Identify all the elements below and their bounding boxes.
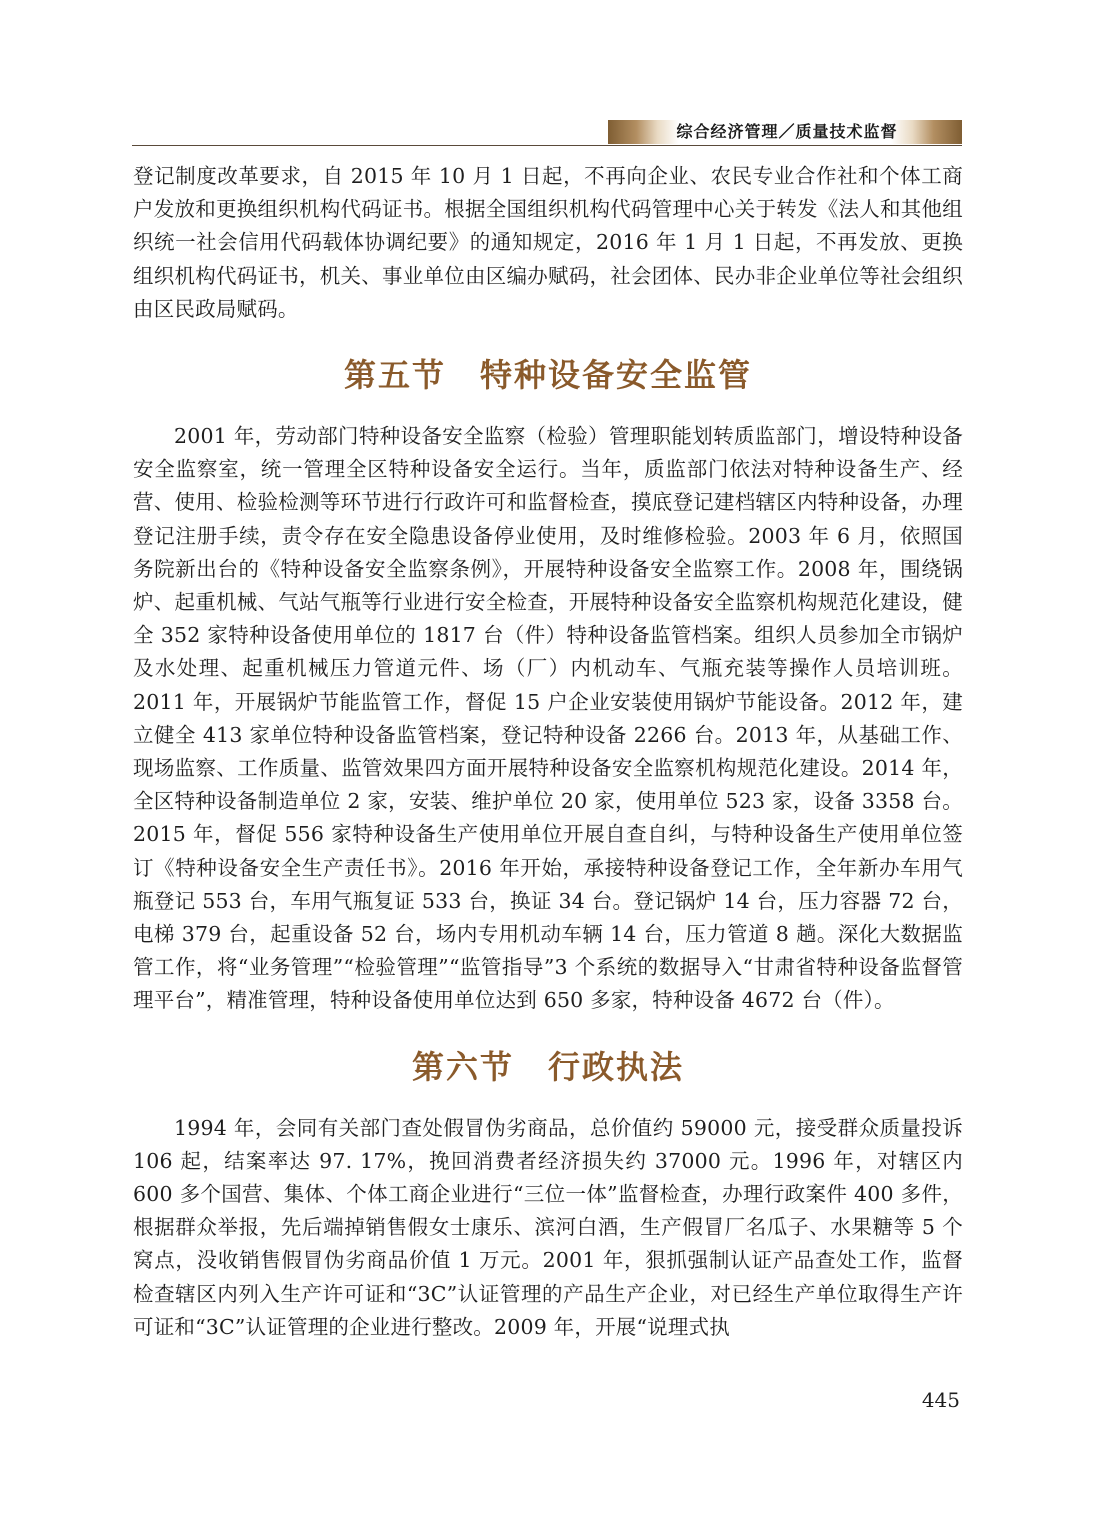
running-header [132,118,962,146]
section-5-title: 第五节 特种设备安全监管 [343,356,752,395]
page-number: 445 [921,1388,960,1412]
section-5-paragraph: 2001 年，劳动部门特种设备安全监察（检验）管理职能划转质监部门，增设特种设备安全监察室，统一管理全区特种设备安全运行。当年，质监部门依法对特种设备生产、经营、使用、检验检测等环节进行行政许可和监督检查，摸底登记建档辖区内特种设备，办理登记注册手续，责令存在安全隐患设备停业使用，及时维修检验。2003 年 6 月，依照国务院新出台的《特种设备安全监察条例》，开展特种设备安全监察工作。2008 年，围绕锅炉、起重机械、气站气瓶等行业进行安全检查，开展特种设备安全监察机构规范化建设，健全 352 家特种设备使用单位的 1817 台（件）特种设备监管档案。组织人员参加全市锅炉及水处理、起重机械压力管道元件、场（厂）内机动车、气瓶充装等操作人员培训班。2011 年，开展锅炉节能监管工作，督促 15 户企业安装使用锅炉节能设备。2012 年，建立健全 413 家单位特种设备监管档案，登记特种设备 2266 台。2013 年，从基础工作、现场监察、工作质量、监管效果四方面开展特种设备安全监察机构规范化建设。2014 年，全区特种设备制造单位 2 家，安装、维护单位 20 家，使用单位 523 家，设备 3358 台。2015 年，督促 556 家特种设备生产使用单位开展自查自纠，与特种设备生产使用单位签订《特种设备安全生产责任书》。2016 年开始，承接特种设备登记工作，全年新办车用气瓶登记 553 台，车用气瓶复证 533 台，换证 34 台。登记锅炉 14 台，压力容器 72 台，电梯 379 台，起重设备 52 台，场内专用机动车辆 14 台，压力管道 8 趟。深化大数据监管工作，将“业务管理”“检验管理”“监管指导”3 个系统的数据导入“甘肃省特种设备监督管理平台”，精准管理，特种设备使用单位达到 650 多家，特种设备 4672 台（件）。 [133,424,963,1013]
section-6-paragraph: 1994 年，会同有关部门查处假冒伪劣商品，总价值约 59000 元，接受群众质量投诉 106 起，结案率达 97. 17%，挽回消费者经济损失约 37000 元。1996 年，对辖区内 600 多个国营、集体、个体工商企业进行“三位一体”监督检查，办理行政案件 400 多件，根据群众举报，先后端掉销售假女士康乐、滨河白酒，生产假冒厂名瓜子、水果糖等 5 个窝点，没收销售假冒伪劣商品价值 1 万元。2001 年，狠抓强制认证产品查处工作，监督检查辖区内列入生产许可证和“3C”认证管理的产品生产企业，对已经生产单位取得生产许可证和“3C”认证管理的企业进行整改。2009 年，开展“说理式执 [133,1115,963,1339]
header-rule [132,145,962,146]
section-6-title: 第六节 行政执法 [411,1047,684,1086]
intro-paragraph: 登记制度改革要求，自 2015 年 10 月 1 日起，不再向企业、农民专业合作社和个体工商户发放和更换组织机构代码证书。根据全国组织机构代码管理中心关于转发《法人和其他组织统一社会信用代码载体协调纪要》的通知规定，2016 年 1 月 1 日起，不再发放、更换组织机构代码证书，机关、事业单位由区编办赋码，社会团体、民办非企业单位等社会组织由区民政局赋码。 [133,164,963,321]
page-content [133,160,963,1344]
header-title: 综合经济管理／质量技术监督 [676,122,898,141]
